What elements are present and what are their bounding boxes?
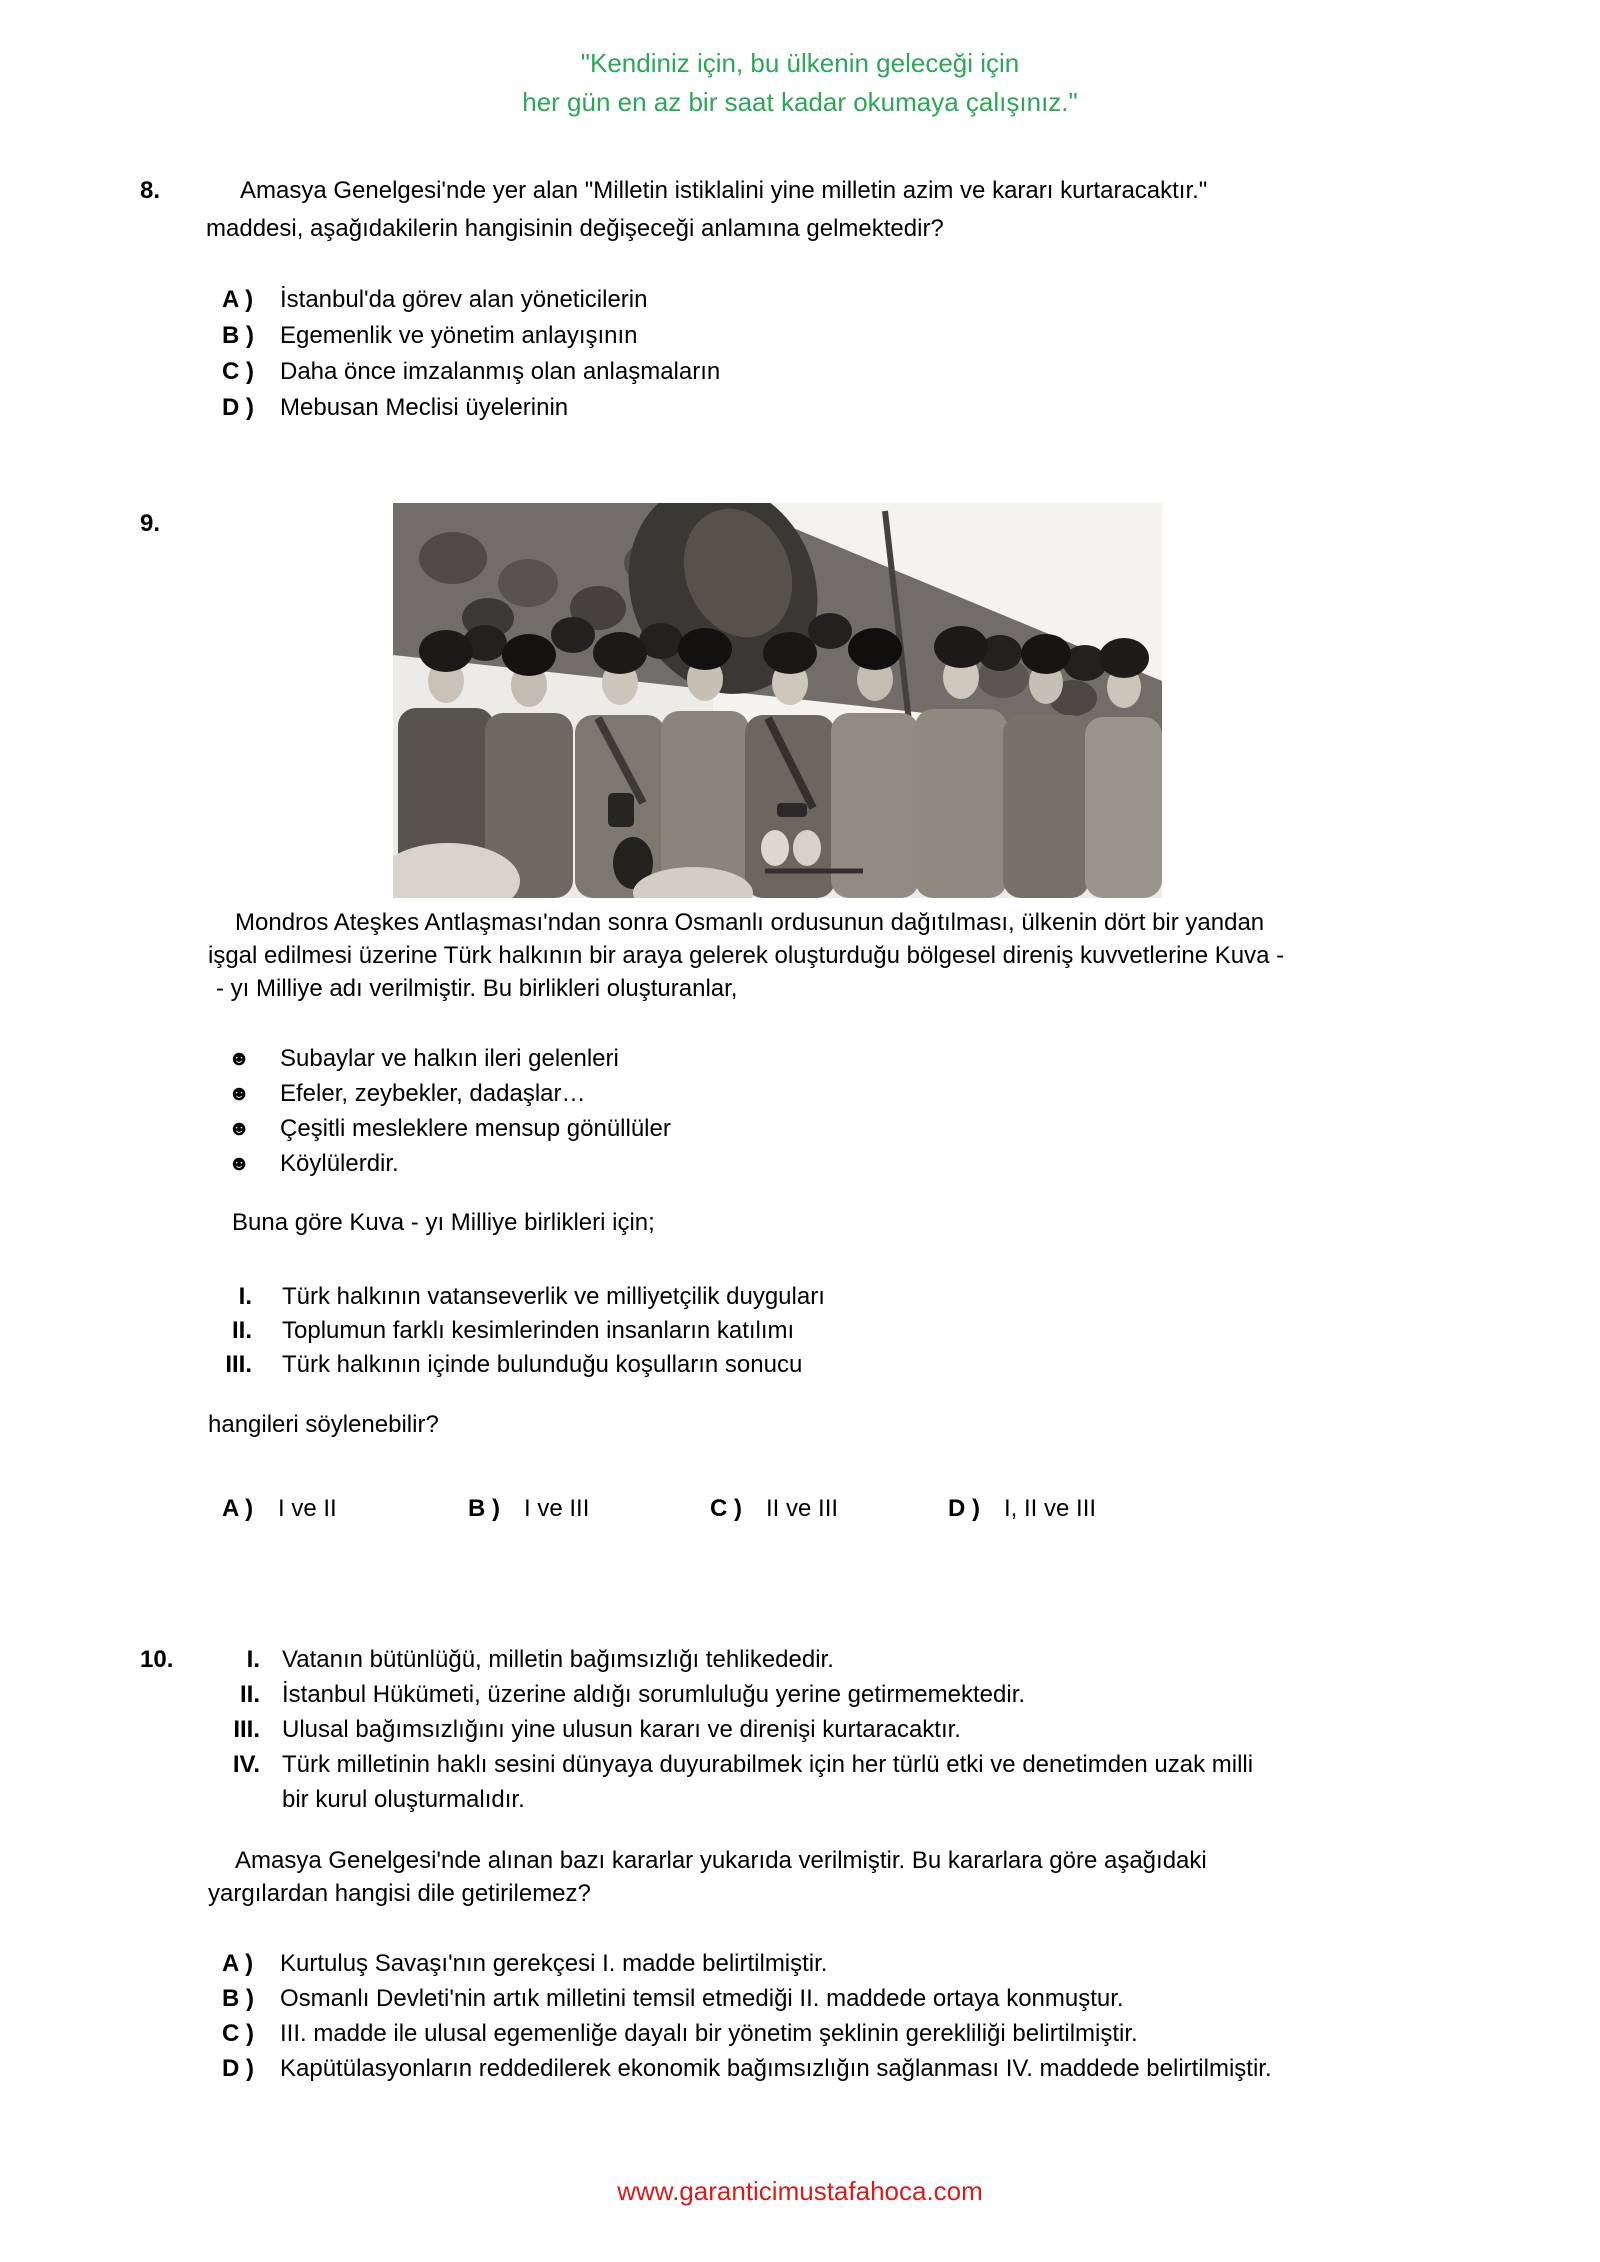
- numeral-label: I.: [246, 1646, 260, 1673]
- smiley-bullet-icon: ☻: [228, 1047, 251, 1070]
- smiley-bullet-icon: ☻: [228, 1117, 251, 1140]
- smiley-bullet-icon: ☻: [228, 1082, 251, 1105]
- numeral-row: [208, 1747, 1253, 1817]
- question-9-number: 9.: [140, 510, 161, 537]
- numeral-row: [208, 1677, 1253, 1712]
- header-quote-line-1: "Kendiniz için, bu ülkenin geleceği için: [580, 48, 1020, 78]
- option-label: C ): [222, 2020, 254, 2047]
- option-row: [222, 1946, 1272, 1981]
- option-text: II ve III: [766, 1495, 839, 1522]
- option-row: [222, 2051, 1272, 2086]
- option-text: III. madde ile ulusal egemenliğe dayalı bir yönetim şeklinin gerekliliği belirtilmiştir.: [280, 2020, 1138, 2047]
- option-label: B ): [222, 1985, 254, 2012]
- option-text: Mebusan Meclisi üyelerinin: [280, 394, 569, 421]
- bullet-text: Efeler, zeybekler, dadaşlar…: [280, 1080, 586, 1107]
- option-row: [222, 2016, 1272, 2051]
- option-text: Kapütülasyonların reddedilerek ekonomik bağımsızlığın sağlanması IV. maddede belirtilmiştir.: [280, 2055, 1272, 2082]
- header-quote: [0, 44, 1600, 122]
- question-10-paragraph-line-2: yargılardan hangisi dile getirilemez?: [208, 1880, 591, 1907]
- question-10-paragraph-line-1: Amasya Genelgesi'nde alınan bazı kararlar yukarıda verilmiştir. Bu kararlara göre aşağıdaki: [235, 1847, 1207, 1874]
- numeral-label: I.: [238, 1283, 252, 1310]
- option-row: [222, 354, 720, 390]
- numeral-text: [282, 1747, 1253, 1817]
- option-row: [222, 1981, 1272, 2016]
- option-text: I ve II: [278, 1495, 337, 1522]
- numeral-text: Toplumun farklı kesimlerinden insanların katılımı: [282, 1317, 795, 1344]
- option-row: [222, 390, 720, 426]
- option-label: A ): [222, 1495, 254, 1522]
- option-row: [710, 1492, 838, 1526]
- option-text: İstanbul'da görev alan yöneticilerin: [280, 286, 648, 313]
- question-9-prompt: Buna göre Kuva - yı Milliye birlikleri için;: [232, 1209, 655, 1236]
- numeral-row: [208, 1712, 1253, 1747]
- option-text: Osmanlı Devleti'nin artık milletini temsil etmediği II. maddede ortaya konmuştur.: [280, 1985, 1124, 2012]
- numeral-label: II.: [239, 1681, 260, 1708]
- question-9-paragraph-line-1: Mondros Ateşkes Antlaşması'ndan sonra Osmanlı ordusunun dağıtılması, ülkenin dört bir yandan: [235, 909, 1265, 936]
- option-label: B ): [468, 1495, 500, 1522]
- numeral-text: Türk halkının içinde bulunduğu koşulların sonucu: [282, 1351, 803, 1378]
- option-label: D ): [222, 394, 254, 421]
- numeral-row: [208, 1348, 825, 1382]
- option-label: D ): [222, 2055, 254, 2082]
- question-9-paragraph-line-3: - yı Milliye adı verilmiştir. Bu birlikleri oluşturanlar,: [216, 975, 738, 1002]
- numeral-label: III.: [225, 1351, 252, 1378]
- bullet-item: [228, 1111, 671, 1146]
- numeral-text-line-2: bir kurul oluşturmalıdır.: [282, 1786, 525, 1813]
- question-10-number: 10.: [140, 1646, 174, 1673]
- bullet-text: Köylülerdir.: [280, 1150, 399, 1177]
- option-row: [222, 318, 720, 354]
- option-text: Kurtuluş Savaşı'nın gerekçesi I. madde belirtilmiştir.: [280, 1950, 828, 1977]
- option-text: Daha önce imzalanmış olan anlaşmaların: [280, 358, 721, 385]
- numeral-label: III.: [233, 1716, 260, 1743]
- bullet-text: Subaylar ve halkın ileri gelenleri: [280, 1045, 619, 1072]
- option-row: [222, 1492, 337, 1526]
- option-label: A ): [222, 1950, 254, 1977]
- option-text: I ve III: [524, 1495, 590, 1522]
- question-8-number: 8.: [140, 177, 161, 204]
- question-9-paragraph: [208, 906, 1448, 1005]
- question-8-text-line-1: Amasya Genelgesi'nde yer alan "Milletin istiklalini yine milletin azim ve kararı kurtaracaktır.": [240, 177, 1208, 204]
- option-label: C ): [222, 358, 254, 385]
- option-row: [222, 282, 720, 318]
- numeral-row: [208, 1314, 825, 1348]
- numeral-text: Ulusal bağımsızlığını yine ulusun kararı ve direnişi kurtaracaktır.: [282, 1716, 961, 1743]
- numeral-text: İstanbul Hükümeti, üzerine aldığı sorumluluğu yerine getirmemektedir.: [282, 1681, 1026, 1708]
- option-text: Egemenlik ve yönetim anlayışının: [280, 322, 638, 349]
- bullet-text: Çeşitli mesleklere mensup gönüllüler: [280, 1115, 671, 1142]
- option-text: I, II ve III: [1004, 1495, 1097, 1522]
- footer-url-link[interactable]: www.garanticimustafahoca.com: [617, 2176, 983, 2206]
- question-10-paragraph: [208, 1844, 1468, 1910]
- numeral-text: Türk halkının vatanseverlik ve milliyetçilik duyguları: [282, 1283, 825, 1310]
- option-label: B ): [222, 322, 254, 349]
- bullet-item: [228, 1076, 671, 1111]
- smiley-bullet-icon: ☻: [228, 1152, 251, 1175]
- question-9-bullet-list: [228, 1041, 671, 1181]
- bullet-item: [228, 1041, 671, 1076]
- question-8-options: [222, 282, 720, 426]
- numeral-row: [208, 1280, 825, 1314]
- question-8-text-line-2: maddesi, aşağıdakilerin hangisinin değişeceği anlamına gelmektedir?: [206, 215, 944, 242]
- numeral-label: II.: [231, 1317, 252, 1344]
- option-label: C ): [710, 1495, 742, 1522]
- option-label: A ): [222, 286, 254, 313]
- ottoman-officers-group-photo: [393, 503, 1162, 898]
- option-row: [468, 1492, 589, 1526]
- question-10-numeral-list: [208, 1642, 1253, 1817]
- numeral-row: [208, 1642, 1253, 1677]
- option-row: [948, 1492, 1096, 1526]
- question-9-paragraph-line-2: işgal edilmesi üzerine Türk halkının bir araya gelerek oluşturduğu bölgesel direniş kuvvetlerine Kuva -: [208, 942, 1285, 969]
- numeral-text: Vatanın bütünlüğü, milletin bağımsızlığı tehlikededir.: [282, 1646, 834, 1673]
- bullet-item: [228, 1146, 671, 1181]
- question-9-question-line: hangileri söylenebilir?: [208, 1411, 439, 1438]
- numeral-text-line-1: Türk milletinin haklı sesini dünyaya duyurabilmek için her türlü etki ve denetimden uzak milli: [282, 1751, 1254, 1778]
- header-quote-line-2: her gün en az bir saat kadar okumaya çalışınız.": [522, 87, 1078, 117]
- question-9-numeral-list: [208, 1280, 825, 1382]
- question-8-text: [206, 172, 1436, 248]
- question-10-options: [222, 1946, 1272, 2086]
- historical-photo-illustration: [393, 503, 1162, 898]
- numeral-label: IV.: [232, 1751, 260, 1778]
- option-label: D ): [948, 1495, 980, 1522]
